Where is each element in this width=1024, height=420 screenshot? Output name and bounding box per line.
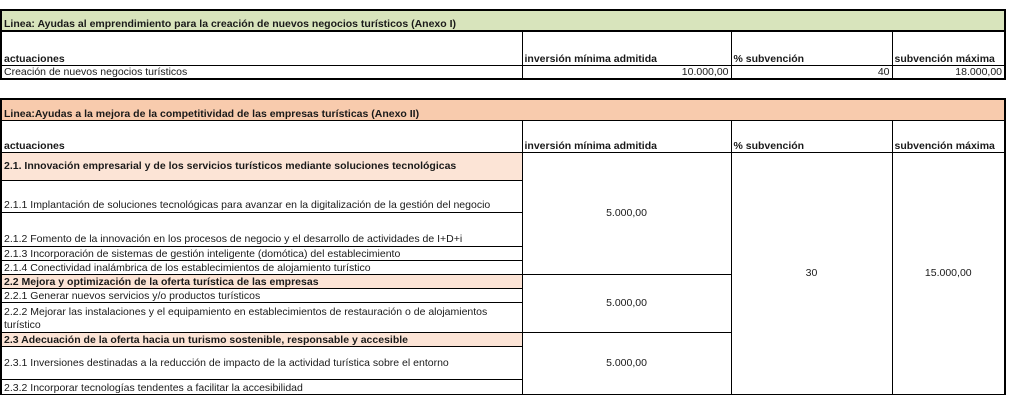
table-title-row	[1, 99, 1005, 120]
table-anexo-2	[0, 98, 1006, 395]
cell-subvencion-max: 18.000,00	[892, 65, 1005, 79]
cell-subvencion-pct: 40	[731, 65, 892, 79]
header-subvencion-max: subvención máxima	[892, 137, 1005, 152]
table-anexo-1	[0, 9, 1006, 80]
cell-actuacion: Creación de nuevos negocios turísticos	[4, 65, 188, 78]
header-actuaciones: actuaciones	[4, 52, 65, 65]
header-actuaciones: actuaciones	[4, 139, 65, 152]
table-title: Linea: Ayudas al emprendimiento para la creación de nuevos negocios turísticos (Anexo I)	[4, 18, 457, 30]
cell-inversion: 10.000,00	[522, 65, 731, 79]
spacer-row	[1, 120, 1005, 137]
cell-inversion: 5.000,00	[522, 152, 731, 274]
item-text: 2.3.2 Incorporar tecnologías tendentes a facilitar la accesibilidad	[4, 381, 303, 394]
section-title: 2.3 Adecuación de la oferta hacia un turismo sostenible, responsable y accesible	[4, 333, 409, 346]
cell-subvencion-max: 15.000,00	[892, 152, 1005, 394]
item-text: 2.3.1 Inversiones destinadas a la reducción de impacto de la actividad turística sobre el entorno	[4, 356, 449, 369]
item-text: 2.2.1 Generar nuevos servicios y/o productos turísticos	[4, 289, 261, 302]
item-text: 2.1.3 Incorporación de sistemas de gestión inteligente (domótica) del establecimiento	[4, 247, 401, 260]
header-row	[1, 137, 1005, 152]
header-inversion: inversión mínima admitida	[522, 137, 731, 152]
cell-inversion: 5.000,00	[522, 274, 731, 332]
header-subvencion-pct: % subvención	[731, 137, 892, 152]
section-title: 2.1. Innovación empresarial y de los servicios turísticos mediante soluciones tecnológicas	[4, 160, 457, 172]
header-row	[1, 51, 1005, 65]
section-title: 2.2 Mejora y optimización de la oferta turística de las empresas	[4, 275, 319, 288]
section-row	[1, 152, 1005, 180]
table-title-row	[1, 10, 1005, 31]
header-subvencion-pct: % subvención	[731, 51, 892, 65]
item-text: 2.1.2 Fomento de la innovación en los procesos de negocio y el desarrollo de actividades de I+D+i	[4, 232, 463, 245]
item-text: 2.1.4 Conectividad inalámbrica de los establecimientos de alojamiento turístico	[4, 261, 371, 274]
table-row	[1, 65, 1005, 79]
spacer-row	[1, 31, 1005, 51]
item-text: 2.1.1 Implantación de soluciones tecnológicas para avanzar en la digitalización de la gestión del negocio	[4, 198, 491, 211]
cell-subvencion-pct: 30	[731, 152, 892, 394]
header-inversion: inversión mínima admitida	[522, 51, 731, 65]
cell-inversion: 5.000,00	[522, 332, 731, 394]
header-subvencion-max: subvención máxima	[892, 51, 1005, 65]
item-text: 2.2.2 Mejorar las instalaciones y el equipamiento en establecimientos de restauración o de alojamientos turístico	[4, 305, 488, 331]
table-title: Linea:Ayudas a la mejora de la competitividad de las empresas turísticas (Anexo II)	[4, 107, 420, 120]
